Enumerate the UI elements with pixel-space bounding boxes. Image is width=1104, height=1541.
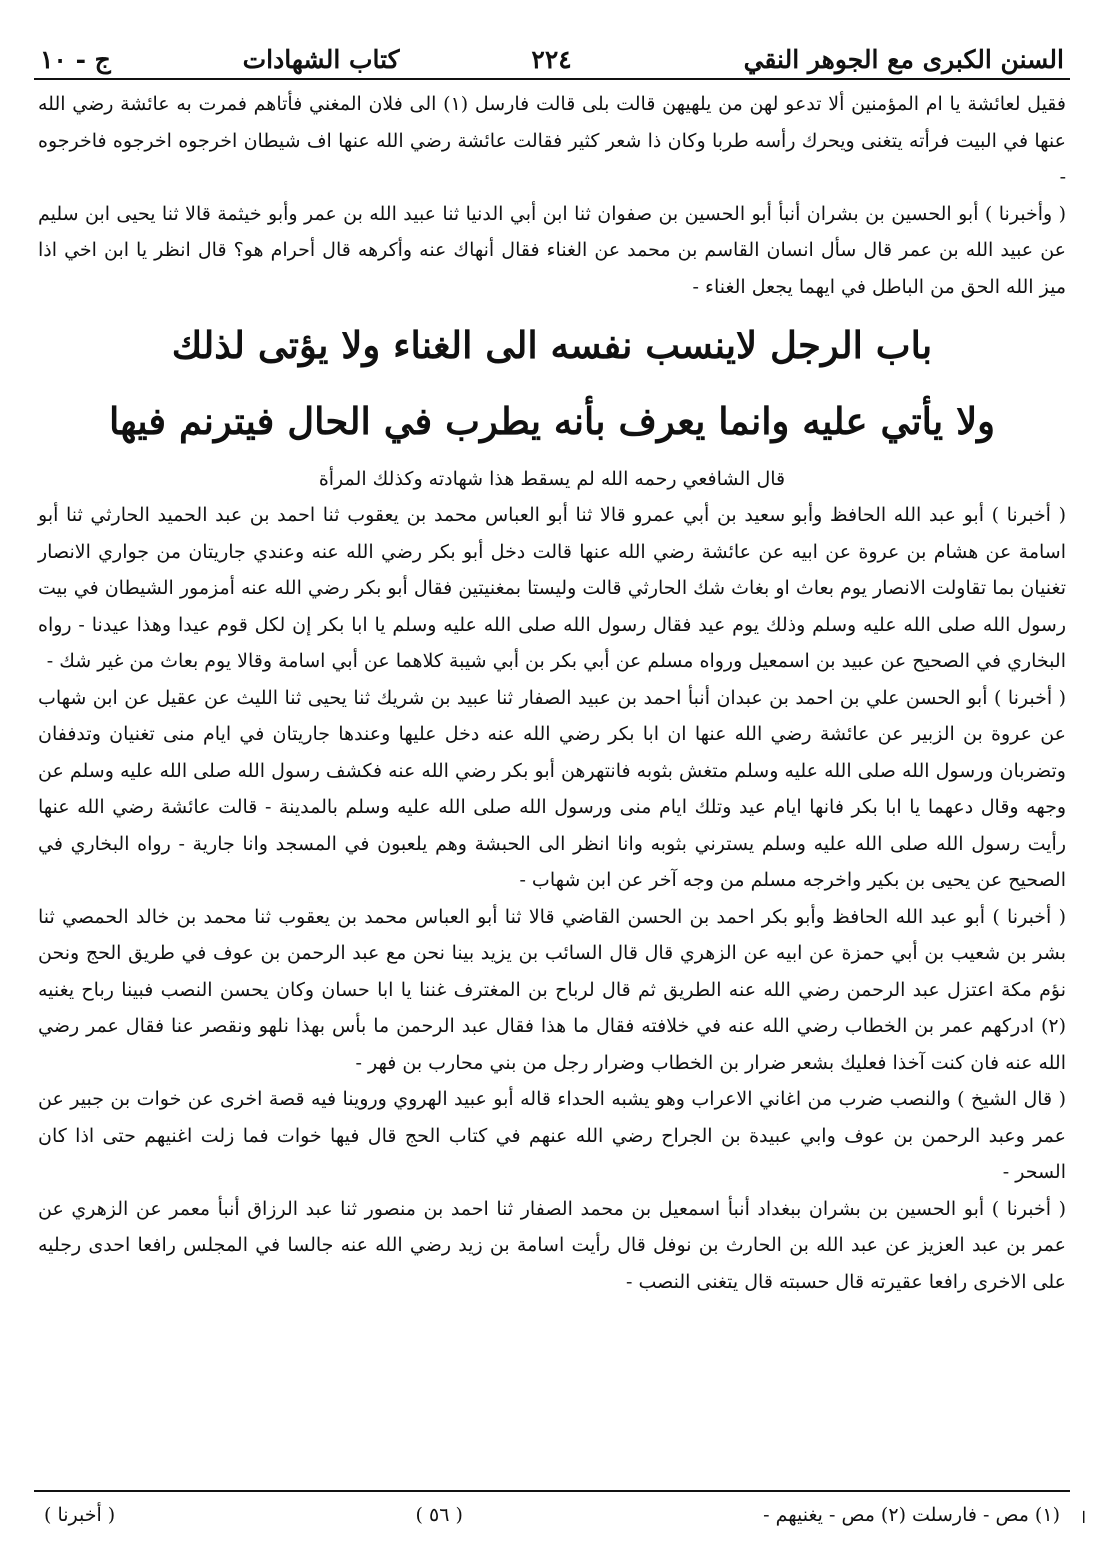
footer-divider [34, 1490, 1070, 1492]
paragraph: فقيل لعائشة يا ام المؤمنين ألا تدعو لهن من يلهيهن قالت بلى قالت فارسل (١) الى فلان المغني فأتاهم فمرت به عائشة رضي الله عنها في البيت فرأته يتغنى ويحرك رأسه طربا وكان ذا شعر كثير فقالت عائشة رضي الله عنها اف شيطان اخرجوه اخرجوه فاخرجوه - [38, 93, 1067, 188]
page-number: ٢٢٤ [531, 45, 572, 74]
section-title: كتاب الشهادات [242, 45, 400, 74]
paragraph: ( وأخبرنا ) أبو الحسين بن بشران أنبأ أبو الحسين بن صفوان ثنا ابن أبي الدنيا ثنا عبيد الله بن عمر وأبو خيثمة قالا ثنا يحيى ابن سليم عن عبيد الله بن عمر قال سأل انسان القاسم بن محمد عن الغناء فقال أنهاك عنه وأكرهه قال أحرام هو؟ قال انظر يا ابن اخي اذا ميز الله الحق من الباطل في ايهما يجعل الغناء - [38, 202, 1066, 298]
paragraph: ( أخبرنا ) أبو عبد الله الحافظ وأبو سعيد بن أبي عمرو قالا ثنا أبو العباس محمد بن يعقوب ثنا احمد بن عبد الحميد الحارثي ثنا أبو اسامة عن هشام بن عروة عن ابيه عن عائشة رضي الله عنها قالت دخل أبو بكر رضي الله عنه وعندي جاريتان من جواري الانصار تغنيان بما تقاولت الانصار يوم بعاث او بغاث شك الحارثي قالت وليستا بمغنيتين فقال أبو بكر رضي الله عنه أمزمور الشيطان في بيت رسول الله صلى الله عليه وسلم وذلك يوم عيد فقال رسول الله صلى الله عليه وسلم يا ابا بكر إن لكل قوم عيدا وهذا عيدنا - رواه البخاري في الصحيح عن عبيد بن اسمعيل ورواه مسلم عن أبي بكر بن أبي شيبة كلاهما عن أبي اسامة وقالا يوم بعاث من غير شك - [38, 504, 1066, 672]
paragraph: ( أخبرنا ) أبو الحسين بن بشران ببغداد أنبأ اسمعيل بن محمد الصفار ثنا احمد بن منصور ثنا عبد الرزاق أنبأ معمر عن الزهري عن عمر بن عبد العزيز عن عبد الله بن الحارث بن نوفل قال رأيت اسامة بن زيد رضي الله عنه جالسا في المجلس رافعا احدى رجليه على الاخرى رافعا عقيرته قال حسبته قال يتغنى النصب - [38, 1197, 1066, 1293]
footnotes: (١) مص - فارسلت (٢) مص - يغنيهم - [763, 1504, 1060, 1526]
chapter-title-line-1: باب الرجل لاينسب نفسه الى الغناء ولا يؤتى لذلك [171, 323, 933, 367]
catchword: ( أخبرنا ) [44, 1504, 116, 1526]
document-page [34, 30, 1086, 1530]
page-header [34, 30, 1070, 80]
paragraph: ( أخبرنا ) أبو عبد الله الحافظ وأبو بكر احمد بن الحسن القاضي قالا ثنا أبو العباس محمد بن يعقوب ثنا محمد بن خالد الحمصي ثنا بشر بن شعيب بن أبي حمزة عن ابيه عن الزهري قال قال السائب بن يزيد بينا نحن مع عبد الرحمن بن عوف في طريق الحج ونحن نؤم مكة اعتزل عبد الرحمن رضي الله عنه الطريق ثم قال لرباح بن المغترف غننا يا ابا حسان وكان يحسن النصب فبينا رباح يغنيه (٢) ادركهم عمر بن الخطاب رضي الله عنه في خلافته فقال ما هذا فقال عبد الرحمن ما بأس بهذا نلهو ونقصر عنا فقال عمر رضي الله عنه فان كنت آخذا فعليك بشعر ضرار بن الخطاب وضرار رجل من بني محارب بن فهر - [38, 905, 1066, 1074]
chapter-note: قال الشافعي رحمه الله لم يسقط هذا شهادته وكذلك المرأة [318, 468, 786, 490]
paragraph: ( قال الشيخ ) والنصب ضرب من اغاني الاعراب وهو يشبه الحداء قاله أبو عبيد الهروي وروينا فيه قصة اخرى عن خوات بن جبير عن عمر وعبد الرحمن بن عوف وابي عبيدة بن الجراح رضي الله عنهم في كتاب الحج قال فيها خوات فما زلت اغنيهم حتى اذا كان السحر - [38, 1088, 1066, 1183]
book-title: السنن الكبرى مع الجوهر النقي [743, 45, 1064, 74]
chapter-title-line-2: ولا يأتي عليه وانما يعرف بأنه يطرب في الحال فيترنم فيها [108, 399, 996, 443]
paragraph: ( أخبرنا ) أبو الحسن علي بن احمد بن عبدان أنبأ احمد بن عبيد الصفار ثنا عبيد بن شريك ثنا يحيى ثنا الليث عن عقيل عن ابن شهاب عن عروة بن الزبير عن عائشة رضي الله عنها ان ابا بكر رضي الله عنه دخل عليها وعندها جاريتان في ايام منى تغنيان وتدففان وتضربان ورسول الله صلى الله عليه وسلم متغش بثوبه فانتهرهن أبو بكر رضي الله عنه فكشف رسول الله صلى الله عليه وسلم عن وجهه وقال دعهما يا ابا بكر فانها ايام عيد وتلك ايام منى ورسول الله صلى الله عليه وسلم بالمدينة - قالت عائشة رضي الله عنها رأيت رسول الله صلى الله عليه وسلم يسترني بثوبه وانا انظر الى الحبشة وهم يلعبون في المسجد وانا جارية - رواه البخاري في الصحيح عن يحيى بن بكير واخرجه مسلم من وجه آخر عن ابن شهاب - [38, 686, 1067, 891]
main-text [34, 86, 1070, 1300]
volume-number: ج - ١٠ [40, 45, 111, 74]
footnote-marker: ا [1081, 1508, 1086, 1527]
page-code: ( ٥٦ ) [415, 1504, 463, 1526]
page-footer [34, 1500, 1070, 1530]
